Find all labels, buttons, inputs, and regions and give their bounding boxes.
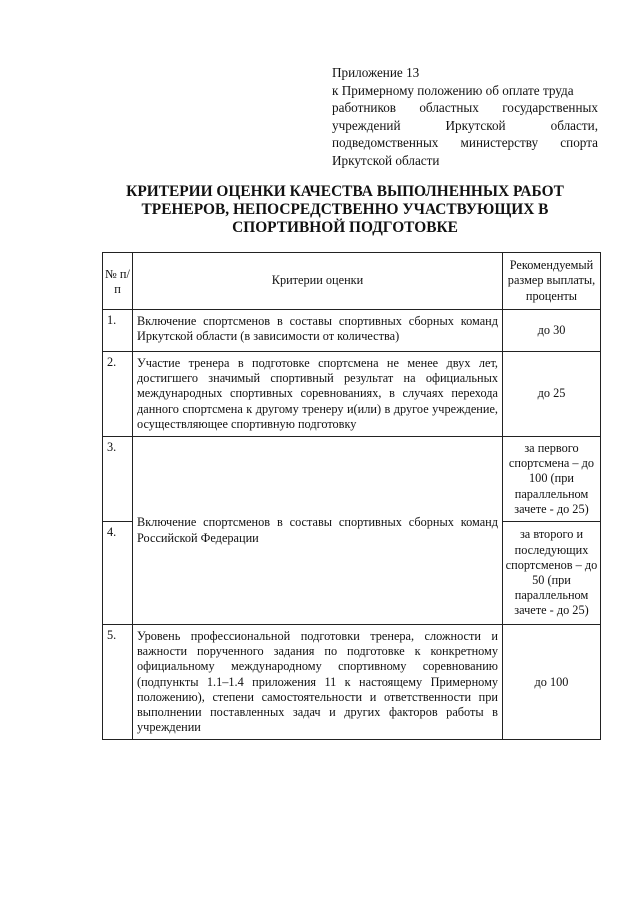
header-payment: Рекомендуемый размер выплаты, проценты	[503, 253, 601, 310]
header-criteria: Критерии оценки	[133, 253, 503, 310]
table-header-row	[103, 253, 601, 310]
row-payment: до 100	[503, 625, 601, 740]
document-title	[100, 183, 590, 237]
table-row	[103, 437, 601, 522]
row-criteria: Уровень профессиональной подготовки тренера, сложности и важности порученного задания по подготовке к конкретному официальному международному спортивному соревнованию (подпункты 1.1–1.4 приложения 11 к настоящему Примерному положению), степени самостоятельности и ответственности при выполнении поставленных задач и других факторов работы в учреждении	[133, 625, 503, 740]
title-line: СПОРТИВНОЙ ПОДГОТОВКЕ	[232, 219, 458, 236]
row-criteria-merged: Включение спортсменов в составы спортивных сборных команд Российской Федерации	[133, 437, 503, 625]
row-criteria: Участие тренера в подготовке спортсмена не менее двух лет, достигшего значимый спортивный результат на официальных международных спортивных соревнованиях, в случаях перехода данного спортсмена к другому тренеру и(или) в другое учреждение, осуществляющее спортивную подготовку	[133, 352, 503, 437]
appendix-line: Приложение 13	[332, 65, 420, 80]
appendix-line: работников областных государственных	[332, 100, 598, 116]
row-number: 2.	[103, 352, 133, 437]
row-number: 1.	[103, 310, 133, 352]
title-line: КРИТЕРИИ ОЦЕНКИ КАЧЕСТВА ВЫПОЛНЕННЫХ РАБОТ	[126, 183, 564, 200]
appendix-header	[332, 64, 598, 170]
row-payment: до 25	[503, 352, 601, 437]
appendix-line: учреждений Иркутской области,	[332, 117, 598, 133]
row-number: 3.	[103, 437, 133, 522]
row-payment: за первого спортсмена – до 100 (при параллельном зачете - до 25)	[503, 437, 601, 522]
table-row	[103, 310, 601, 352]
appendix-line: к Примерному положению об оплате труда	[332, 82, 574, 98]
row-number: 4.	[103, 522, 133, 625]
header-number: № п/п	[103, 253, 133, 310]
table-row	[103, 352, 601, 437]
row-number: 5.	[103, 625, 133, 740]
appendix-line: подведомственных министерству спорта	[332, 135, 598, 151]
title-line: ТРЕНЕРОВ, НЕПОСРЕДСТВЕННО УЧАСТВУЮЩИХ В	[141, 201, 549, 218]
criteria-table	[102, 252, 601, 740]
row-criteria: Включение спортсменов в составы спортивных сборных команд Иркутской области (в зависимости от количества)	[133, 310, 503, 352]
table-row	[103, 625, 601, 740]
row-payment: за второго и последующих спортсменов – до 50 (при параллельном зачете - до 25)	[503, 522, 601, 625]
appendix-line: Иркутской области	[332, 152, 440, 168]
row-payment: до 30	[503, 310, 601, 352]
